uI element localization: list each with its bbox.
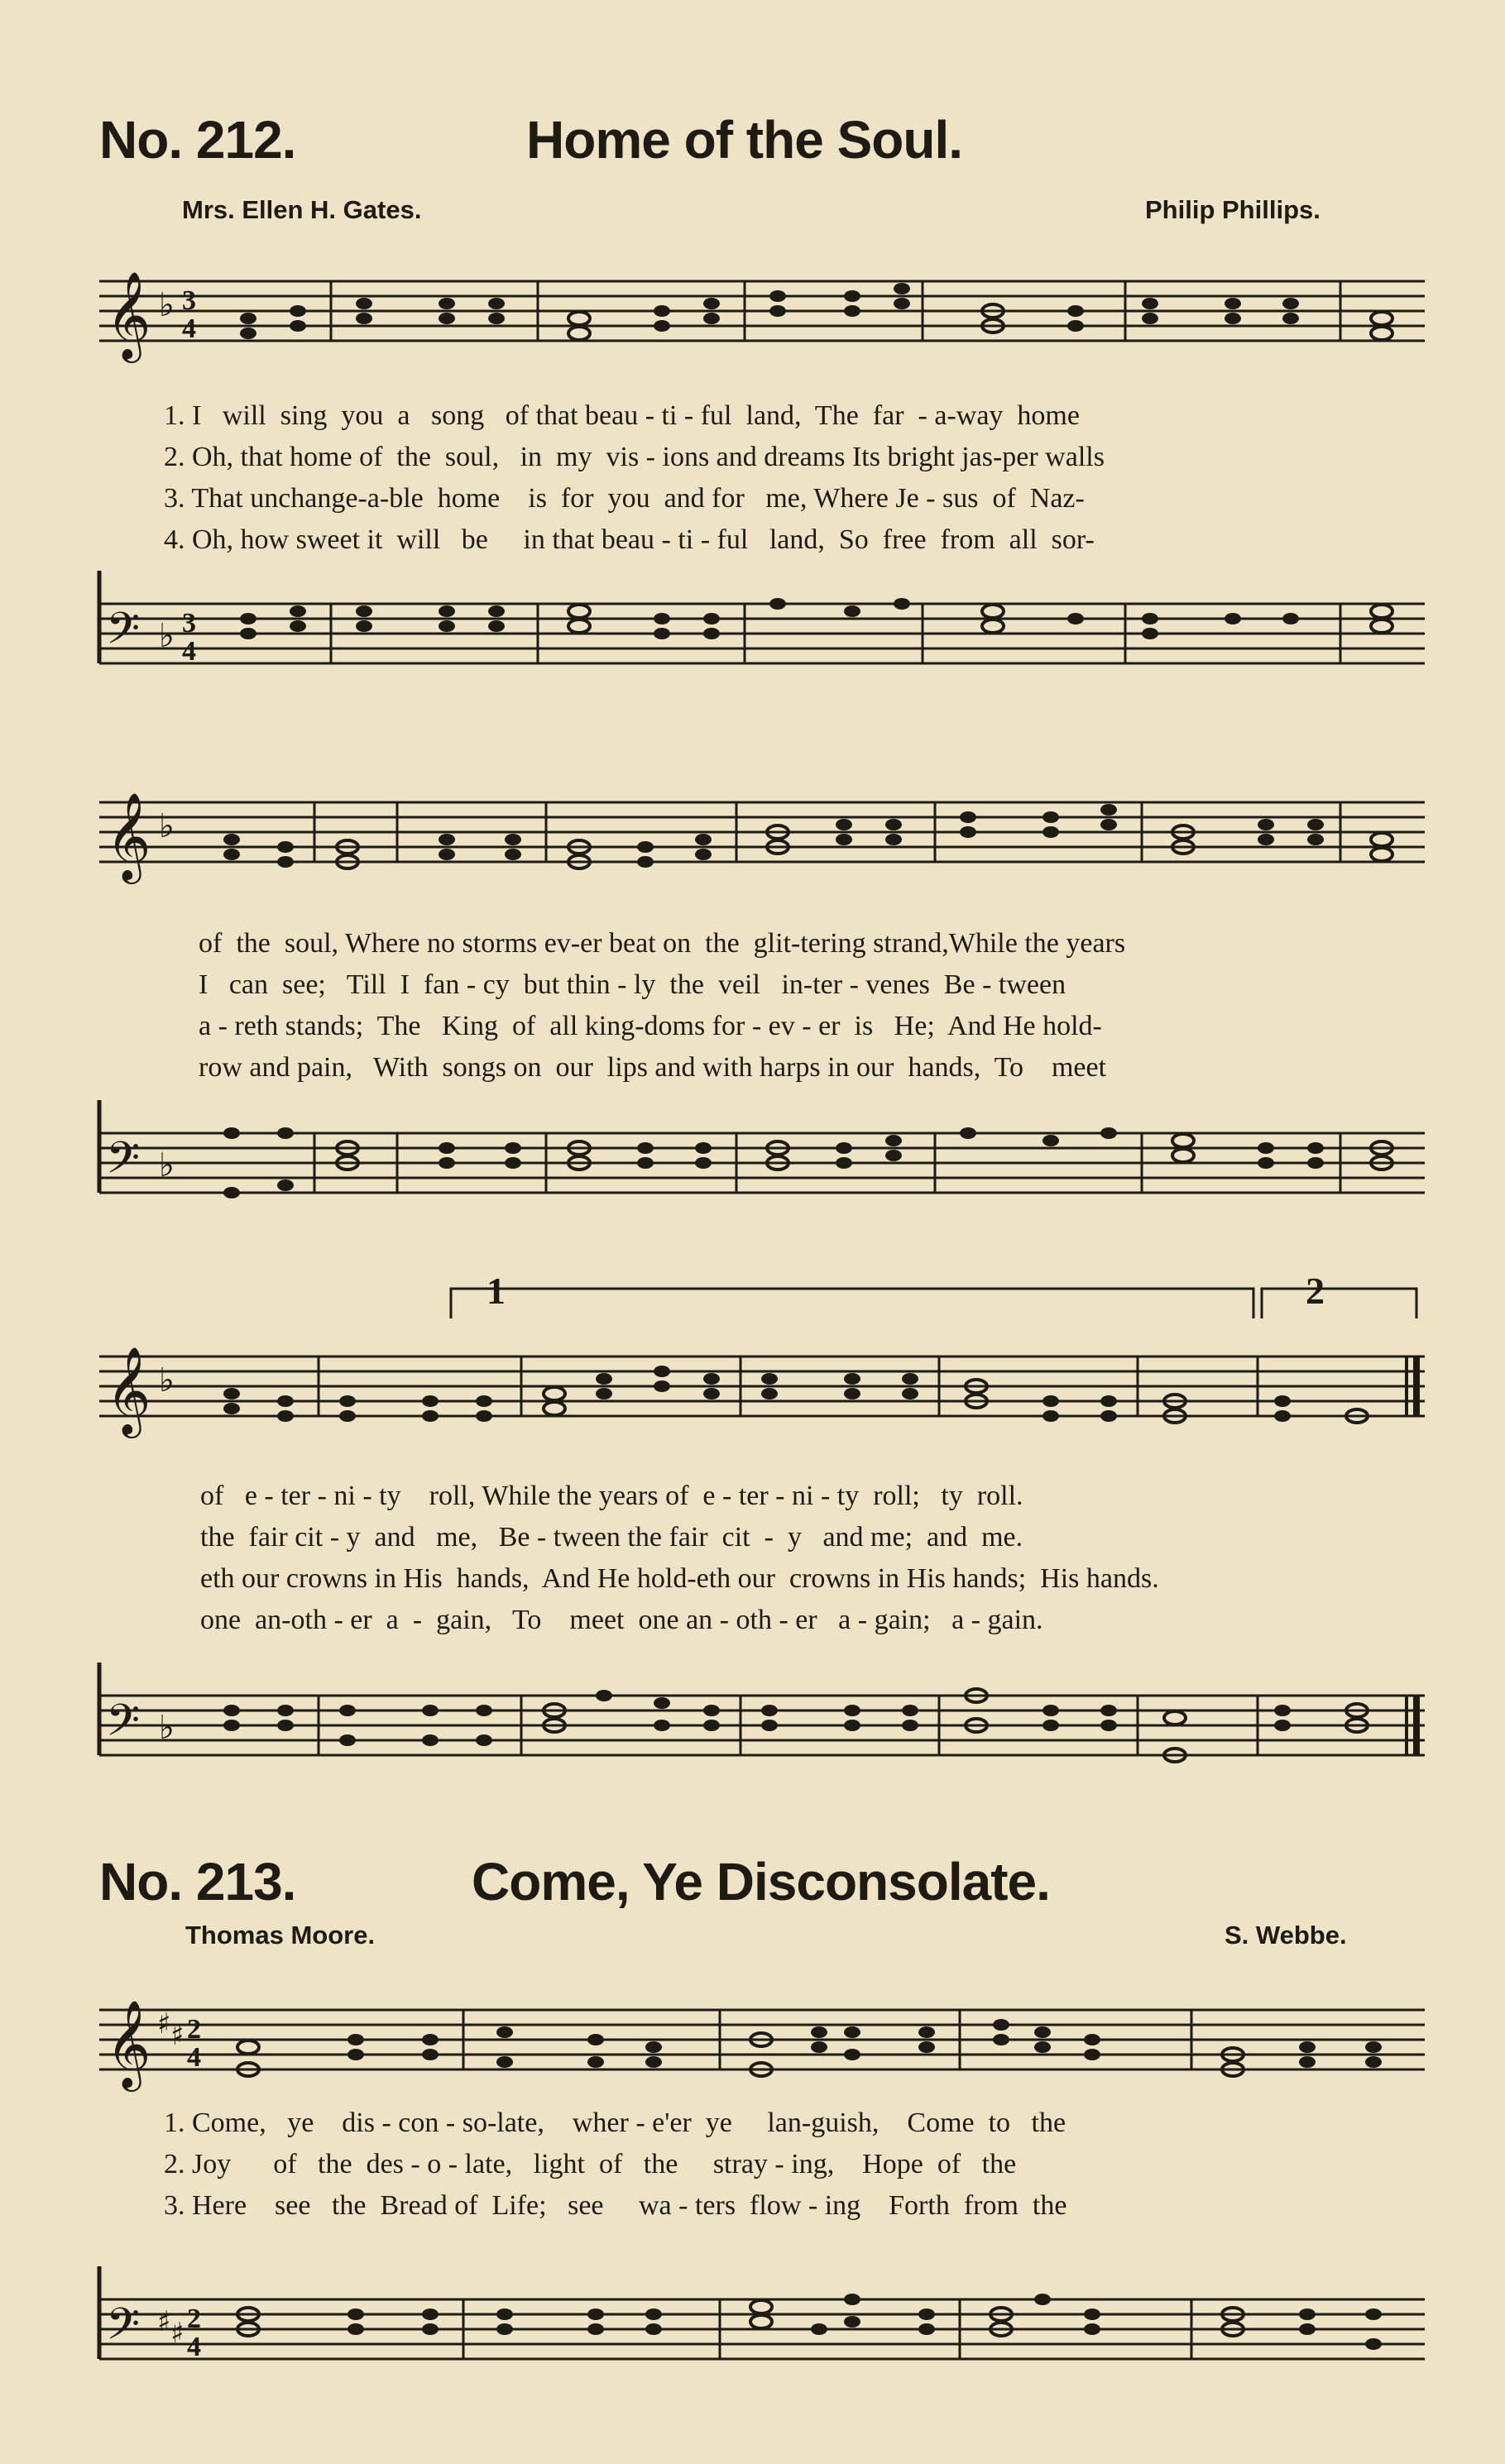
svg-text:4: 4 xyxy=(187,2332,201,2362)
hymn-212-system-3-verse-1: of e - ter - ni - ty roll, While the years of e - ter - ni - ty roll; ty roll. xyxy=(200,1481,1023,1511)
hymn-212-system-2-verse-4: row and pain, With songs on our lips and with harps in our hands, To meet xyxy=(199,1052,1107,1083)
hymn-213-author: Thomas Moore. xyxy=(185,1921,376,1950)
svg-text:𝄢: 𝄢 xyxy=(106,1696,141,1757)
hymn-212-system-3-treble-staff xyxy=(0,1323,1505,1472)
svg-text:𝄞: 𝄞 xyxy=(106,1346,151,1434)
svg-text:3: 3 xyxy=(182,608,196,639)
svg-text:4: 4 xyxy=(187,2042,201,2073)
hymn-212-title: Home of the Soul. xyxy=(526,110,962,170)
hymn-212-system-1-verse-2: 2. Oh, that home of the soul, in my vis - ions and dreams Its bright jas-per walls xyxy=(164,442,1105,472)
hymn-212-composer: Philip Phillips. xyxy=(1145,195,1320,224)
svg-text:𝄞: 𝄞 xyxy=(106,792,151,880)
svg-text:♭: ♭ xyxy=(159,1709,175,1747)
hymn-213-treble-staff xyxy=(0,1977,1505,2126)
hymn-213-bass-staff xyxy=(0,2266,1505,2415)
hymn-212-system-2-verse-3: a - reth stands; The King of all king-doms for - ev - er is He; And He hold- xyxy=(199,1011,1102,1041)
hymn-212-system-1-verse-3: 3. That unchange-a-ble home is for you and for me, Where Je - sus of Naz- xyxy=(164,483,1085,514)
hymn-212-system-1-verse-4: 4. Oh, how sweet it will be in that beau - ti - ful land, So free from all sor- xyxy=(164,524,1095,555)
hymn-212-system-2-verse-1: of the soul, Where no storms ev-er beat on the glit-tering strand,While the years xyxy=(199,928,1126,959)
hymn-212-system-3-verse-3: eth our crowns in His hands, And He hold-eth our crowns in His hands; His hands. xyxy=(200,1563,1159,1594)
svg-text:♭: ♭ xyxy=(159,1361,175,1399)
hymn-213-verse-2: 2. Joy of the des - o - late, light of the stray - ing, Hope of the xyxy=(164,2149,1017,2179)
hymn-212-system-1-bass-staff xyxy=(0,571,1505,703)
hymn-212-system-2-verse-2: I can see; Till I fan - cy but thin - ly the veil in-ter - venes Be - tween xyxy=(199,969,1066,1000)
svg-text:♭: ♭ xyxy=(159,807,175,845)
second-ending-label: 2 xyxy=(1306,1270,1325,1312)
hymn-213-number: No. 213. xyxy=(99,1852,296,1911)
hymn-212-system-1-verse-1: 1. I will sing you a song of that beau - ti - ful land, The far - a-way home xyxy=(164,400,1080,431)
svg-text:𝄞: 𝄞 xyxy=(106,270,151,359)
svg-text:♯: ♯ xyxy=(170,2019,185,2052)
hymn-213-composer: S. Webbe. xyxy=(1225,1921,1347,1950)
svg-text:𝄞: 𝄞 xyxy=(106,1999,151,2088)
hymn-212-ending-brackets xyxy=(0,1282,1505,1323)
first-ending-label: 1 xyxy=(486,1270,506,1312)
svg-text:♭: ♭ xyxy=(159,1146,175,1184)
svg-text:♭: ♭ xyxy=(159,617,175,655)
hymn-212-author: Mrs. Ellen H. Gates. xyxy=(182,195,422,224)
svg-text:♭: ♭ xyxy=(159,286,175,324)
hymn-213-title: Come, Ye Disconsolate. xyxy=(472,1852,1050,1911)
hymn-212-system-2-bass-staff xyxy=(0,1100,1505,1232)
hymn-212-system-3-bass-staff xyxy=(0,1663,1505,1795)
hymn-212-system-3-verse-4: one an-oth - er a - gain, To meet one an - oth - er a - gain; a - gain. xyxy=(200,1605,1043,1635)
hymn-212-system-1-treble-staff xyxy=(0,248,1505,397)
svg-text:4: 4 xyxy=(182,636,196,667)
svg-text:𝄢: 𝄢 xyxy=(106,2299,141,2361)
svg-text:♯: ♯ xyxy=(157,2007,171,2041)
hymn-212-number: No. 212. xyxy=(99,110,296,170)
svg-text:2: 2 xyxy=(187,2014,201,2045)
svg-text:𝄢: 𝄢 xyxy=(106,604,141,665)
svg-text:𝄢: 𝄢 xyxy=(106,1133,141,1194)
hymn-213-verse-3: 3. Here see the Bread of Life; see wa - ters flow - ing Forth from the xyxy=(164,2190,1067,2221)
svg-text:4: 4 xyxy=(182,313,196,344)
hymn-212-system-2-treble-staff xyxy=(0,769,1505,918)
hymn-212-system-3-verse-2: the fair cit - y and me, Be - tween the fair cit - y and me; and me. xyxy=(200,1522,1023,1553)
svg-text:♯: ♯ xyxy=(170,2317,185,2350)
svg-text:2: 2 xyxy=(187,2304,201,2334)
svg-text:♯: ♯ xyxy=(157,2305,171,2338)
svg-text:3: 3 xyxy=(182,285,196,316)
hymn-213-verse-1: 1. Come, ye dis - con - so-late, wher - e'er ye lan-guish, Come to the xyxy=(164,2108,1066,2138)
